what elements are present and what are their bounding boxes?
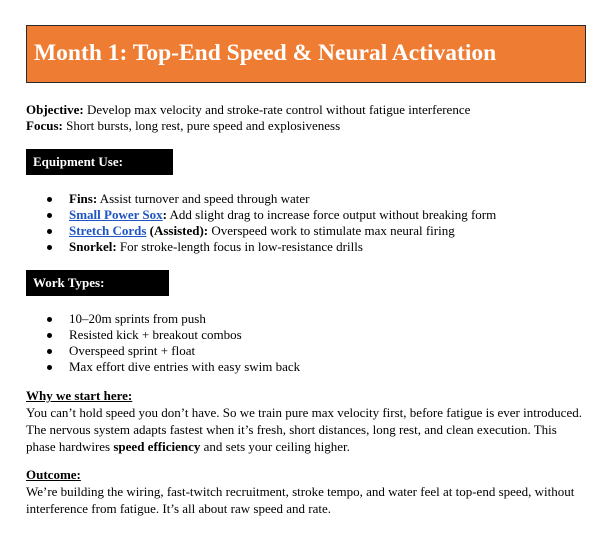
equipment-heading: Equipment Use: bbox=[26, 149, 173, 175]
work-type-text: 10–20m sprints from push bbox=[69, 311, 206, 326]
bullet-icon bbox=[47, 349, 52, 354]
small-power-sox-link[interactable]: Small Power Sox bbox=[69, 207, 163, 222]
bullet-icon bbox=[47, 333, 52, 338]
objective-text: Develop max velocity and stroke-rate control without fatigue interference bbox=[83, 102, 471, 117]
objective-line bbox=[26, 102, 470, 118]
bullet-icon bbox=[47, 229, 52, 234]
equipment-desc: Overspeed work to stimulate max neural firing bbox=[208, 223, 455, 238]
why-body-start: You can’t hold speed you don’t have. So we train pure max velocity first, before fatigue is ever introduced. The nervous system adapts fastest when it’s fresh, short distances, long rest, and clean execution. This phase hardwires bbox=[26, 405, 582, 454]
bullet-icon bbox=[47, 213, 52, 218]
equipment-desc: Assist turnover and speed through water bbox=[97, 191, 310, 206]
bullet-icon bbox=[47, 317, 52, 322]
outcome-paragraph: We’re building the wiring, fast-twitch recruitment, stroke tempo, and water feel at top-end speed, without interference from fatigue. It’s all about raw speed and rate. bbox=[26, 484, 575, 516]
page-title: Month 1: Top-End Speed & Neural Activation bbox=[34, 40, 497, 66]
focus-line bbox=[26, 118, 340, 134]
why-body-bold: speed efficiency bbox=[113, 439, 201, 454]
focus-text: Short bursts, long rest, pure speed and explosiveness bbox=[62, 118, 341, 133]
bullet-icon bbox=[47, 365, 52, 370]
focus-label: Focus: bbox=[26, 118, 63, 133]
equipment-name: Snorkel: bbox=[69, 239, 117, 254]
work-type-text: Overspeed sprint + float bbox=[69, 343, 196, 358]
equipment-name: Fins: bbox=[69, 191, 98, 206]
equipment-suffix: : bbox=[162, 207, 167, 222]
outcome-heading: Outcome: bbox=[26, 467, 81, 482]
work-type-text: Max effort dive entries with easy swim back bbox=[69, 359, 301, 374]
equipment-desc: Add slight drag to increase force output without breaking form bbox=[167, 207, 497, 222]
bullet-icon bbox=[47, 197, 52, 202]
work-type-text: Resisted kick + breakout combos bbox=[69, 327, 242, 342]
why-heading: Why we start here: bbox=[26, 388, 133, 403]
bullet-icon bbox=[47, 245, 52, 250]
why-body-end: and sets your ceiling higher. bbox=[200, 439, 350, 454]
stretch-cords-link[interactable]: Stretch Cords bbox=[69, 223, 147, 238]
equipment-desc: For stroke-length focus in low-resistance drills bbox=[116, 239, 363, 254]
objective-label: Objective: bbox=[26, 102, 84, 117]
work-types-heading: Work Types: bbox=[26, 270, 169, 296]
equipment-suffix: (Assisted): bbox=[146, 223, 209, 238]
why-paragraph bbox=[26, 404, 586, 455]
title-banner bbox=[26, 25, 586, 83]
